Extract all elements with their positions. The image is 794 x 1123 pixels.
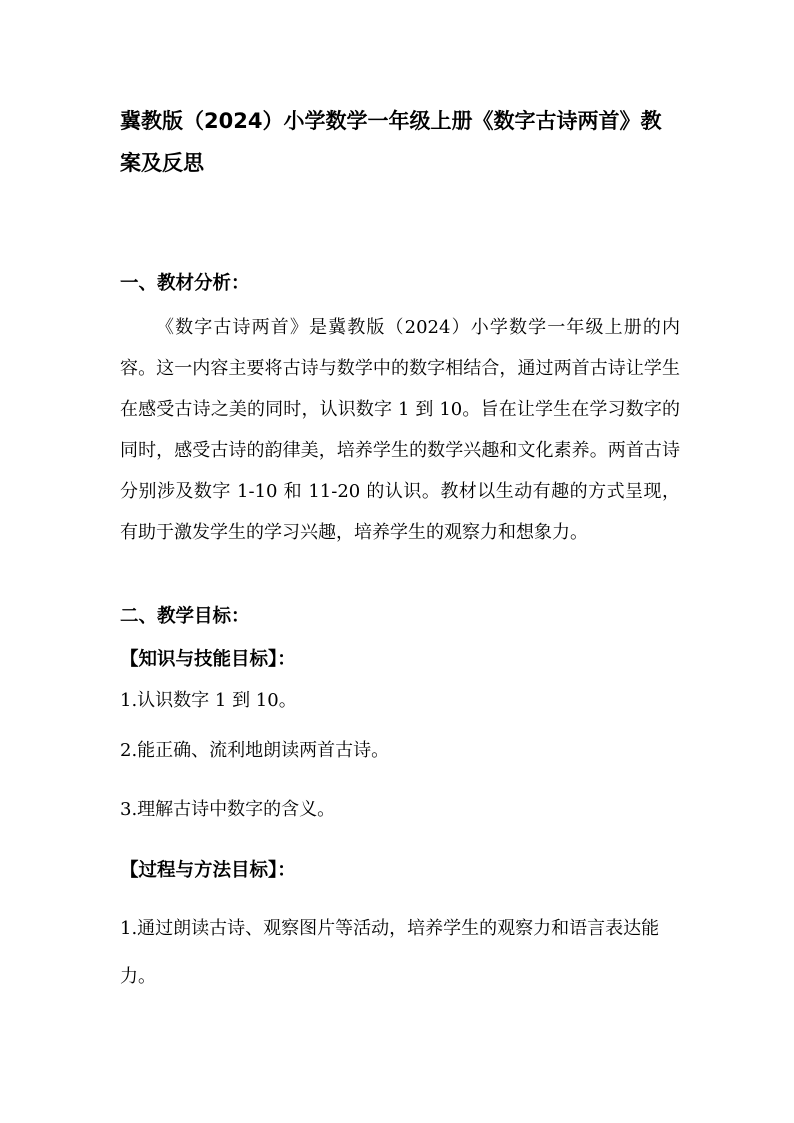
document-title: 冀教版（2024）小学数学一年级上册《数字古诗两首》教案及反思 xyxy=(120,109,662,175)
knowledge-goal-item: 2.能正确、流利地朗读两首古诗。 xyxy=(120,740,390,761)
process-goal-item: 1.通过朗读古诗、观察图片等活动，培养学生的观察力和语言表达能力。 xyxy=(120,918,660,987)
subheading-process-methods: 【过程与方法目标】： xyxy=(120,860,296,881)
subheading-knowledge-skills: 【知识与技能目标】： xyxy=(120,649,296,670)
knowledge-goal-item: 1.认识数字 1 到 10。 xyxy=(120,690,297,711)
section-heading-textbook-analysis: 一、教材分析： xyxy=(120,273,250,294)
section-heading-teaching-goals: 二、教学目标： xyxy=(120,606,250,627)
knowledge-goal-item: 3.理解古诗中数字的含义。 xyxy=(120,799,336,820)
textbook-analysis-paragraph: 《数字古诗两首》是冀教版（2024）小学数学一年级上册的内容。这一内容主要将古诗与数学中的数字相结合，通过两首古诗让学生在感受古诗之美的同时，认识数字 1 到 10。旨在让学生在学习数字的同时，感受古诗的韵律美，培养学生的数学兴趣和文化素养。两首古诗分别涉及数字 1-10 和 11-20 的认识。教材以生动有趣的方式呈现，有助于激发学生的学习兴趣，培养学生的观察力和想象力。 xyxy=(120,317,680,543)
